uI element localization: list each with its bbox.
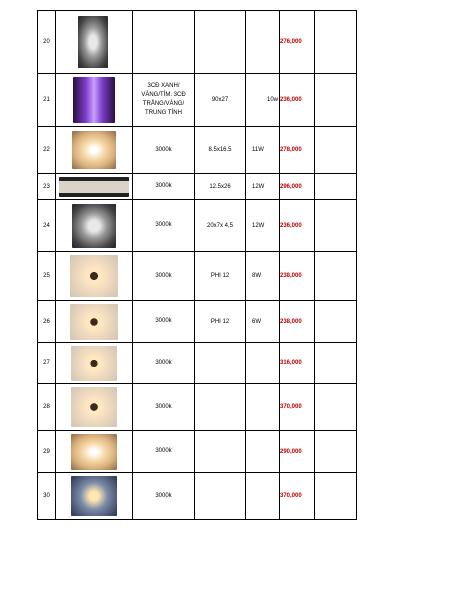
empty-cell — [315, 11, 357, 74]
wall-lamp-cube-icon — [72, 204, 116, 248]
empty-cell — [315, 473, 357, 520]
power-cell: 6W — [246, 301, 280, 343]
table-row — [38, 200, 357, 252]
row-number: 28 — [38, 384, 56, 431]
size-cell: PHI 12 — [195, 252, 246, 301]
price-cell: 296,000 — [280, 174, 315, 200]
product-table — [37, 10, 357, 520]
power-cell: 12W — [246, 174, 280, 200]
price-cell: 276,000 — [280, 11, 315, 74]
color-cell: 3000k — [133, 252, 195, 301]
table-row — [38, 431, 357, 473]
power-cell — [246, 473, 280, 520]
color-cell: 3000k — [133, 384, 195, 431]
color-cell: 3CĐ XANH/ VÀNG/TÍM. 3CĐ TRẮNG/VÀNG/ TRUNG TÍNH — [133, 74, 195, 127]
size-cell — [195, 11, 246, 74]
table-row — [38, 11, 357, 74]
price-cell: 236,000 — [280, 200, 315, 252]
table-row — [38, 473, 357, 520]
power-cell: 8W — [246, 252, 280, 301]
wall-lamp-round-star-icon — [70, 255, 118, 297]
power-cell: 10w — [246, 74, 280, 127]
product-image-cell — [56, 11, 133, 74]
table-row — [38, 127, 357, 174]
empty-cell — [315, 127, 357, 174]
color-cell: 3000k — [133, 174, 195, 200]
wall-lamp-purple-led-icon — [73, 77, 115, 123]
table-row — [38, 74, 357, 127]
row-number: 27 — [38, 343, 56, 384]
power-cell — [246, 343, 280, 384]
empty-cell — [315, 74, 357, 127]
power-cell — [246, 11, 280, 74]
color-cell: 3000k — [133, 127, 195, 174]
row-number: 30 — [38, 473, 56, 520]
row-number: 21 — [38, 74, 56, 127]
row-number: 20 — [38, 11, 56, 74]
empty-cell — [315, 200, 357, 252]
size-cell — [195, 343, 246, 384]
product-image-cell — [56, 301, 133, 343]
wall-lamp-round-rays-icon — [70, 304, 118, 340]
color-cell: 3000k — [133, 200, 195, 252]
product-image-cell — [56, 252, 133, 301]
wall-lamp-flower-rays-icon — [71, 387, 117, 427]
product-image-cell — [56, 200, 133, 252]
color-cell: 3000k — [133, 431, 195, 473]
price-cell: 290,000 — [280, 431, 315, 473]
price-cell: 370,000 — [280, 384, 315, 431]
product-image-cell — [56, 127, 133, 174]
wall-lamp-flower-icon — [71, 346, 117, 381]
price-cell: 238,000 — [280, 301, 315, 343]
power-cell — [246, 384, 280, 431]
size-cell: 12.5x26 — [195, 174, 246, 200]
wall-lamp-outdoor-icon — [71, 476, 117, 516]
empty-cell — [315, 252, 357, 301]
wall-lamp-triple-icon — [71, 434, 117, 470]
size-cell: PHI 12 — [195, 301, 246, 343]
table-row — [38, 174, 357, 200]
size-cell: 20x7x 4,5 — [195, 200, 246, 252]
table-row — [38, 343, 357, 384]
row-number: 26 — [38, 301, 56, 343]
table-row — [38, 252, 357, 301]
price-cell: 370,000 — [280, 473, 315, 520]
size-cell — [195, 431, 246, 473]
wall-lamp-updown-icon — [72, 131, 116, 169]
empty-cell — [315, 431, 357, 473]
color-cell — [133, 11, 195, 74]
color-cell: 3000k — [133, 301, 195, 343]
color-cell: 3000k — [133, 473, 195, 520]
price-cell: 278,000 — [280, 127, 315, 174]
product-image-cell — [56, 431, 133, 473]
size-cell — [195, 384, 246, 431]
row-number: 22 — [38, 127, 56, 174]
price-cell: 316,000 — [280, 343, 315, 384]
row-number: 24 — [38, 200, 56, 252]
size-cell — [195, 473, 246, 520]
empty-cell — [315, 384, 357, 431]
empty-cell — [315, 174, 357, 200]
row-number: 25 — [38, 252, 56, 301]
price-cell: 236,000 — [280, 74, 315, 127]
color-cell: 3000k — [133, 343, 195, 384]
table-row — [38, 301, 357, 343]
empty-cell — [315, 301, 357, 343]
size-cell: 90x27 — [195, 74, 246, 127]
product-image-cell — [56, 74, 133, 127]
power-cell: 12W — [246, 200, 280, 252]
product-image-cell — [56, 343, 133, 384]
product-image-cell — [56, 473, 133, 520]
wall-lamp-rectangular-icon — [59, 177, 129, 197]
row-number: 29 — [38, 431, 56, 473]
product-image-cell — [56, 174, 133, 200]
table-row — [38, 384, 357, 431]
power-cell: 11W — [246, 127, 280, 174]
wall-lamp-vertical-icon — [78, 16, 108, 68]
empty-cell — [315, 343, 357, 384]
price-cell: 238,000 — [280, 252, 315, 301]
size-cell: 8.5x16.5 — [195, 127, 246, 174]
power-cell — [246, 431, 280, 473]
row-number: 23 — [38, 174, 56, 200]
product-image-cell — [56, 384, 133, 431]
